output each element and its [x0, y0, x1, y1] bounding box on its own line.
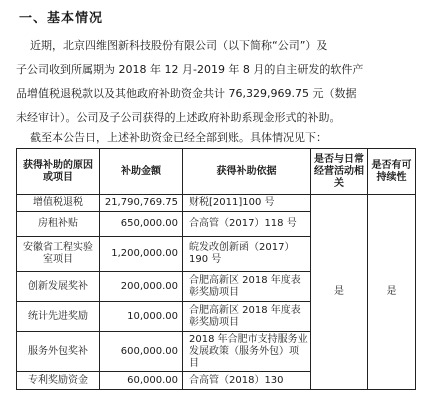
row-basis: 2018 年合肥市支持服务业发展政策（服务外包）项目: [183, 332, 311, 372]
header-amount: 补助金额: [100, 149, 183, 195]
table-row: [17, 195, 416, 212]
sustained-cell: 是: [368, 195, 416, 390]
row-item: 服务外包奖补: [17, 332, 100, 372]
row-item: 统计先进奖励: [17, 302, 100, 332]
row-amount: 60,000.00: [100, 372, 183, 390]
header-basis: 获得补助依据: [183, 149, 311, 195]
row-amount: 650,000.00: [100, 212, 183, 237]
row-amount: 200,000.00: [100, 272, 183, 302]
row-basis: 皖发改创新函（2017）190 号: [183, 237, 311, 272]
paragraph-line-5: 截至本公告日，上述补助资金已经全部到账。具体情况见下：: [30, 131, 327, 144]
row-item: 安徽省工程实验室项目: [17, 237, 100, 272]
paragraph-line-3: 品增值税退税款以及其他政府补助资金共计 76,329,969.75 元（数据: [16, 87, 357, 100]
row-basis: 合高管（2018）130: [183, 372, 311, 390]
paragraph-line-1: 近期，北京四维图新科技股份有限公司（以下简称“公司”）及: [30, 39, 328, 52]
row-item: 房租补贴: [17, 212, 100, 237]
row-amount: 1,200,000.00: [100, 237, 183, 272]
row-amount: 21,790,769.75: [100, 195, 183, 212]
row-amount: 10,000.00: [100, 302, 183, 332]
related-cell: 是: [311, 195, 368, 390]
row-item: 专利奖励资金: [17, 372, 100, 390]
section-heading: 一、基本情况: [19, 11, 104, 26]
row-item: 创新发展奖补: [17, 272, 100, 302]
header-related: 是否与日常经营活动相关: [311, 149, 368, 195]
row-amount: 600,000.00: [100, 332, 183, 372]
row-basis: 财税[2011]100 号: [183, 195, 311, 212]
page-crop-edge: [0, 394, 425, 400]
paragraph-line-2: 子公司收到所属期为 2018 年 12 月-2019 年 8 月的自主研发的软件产: [16, 63, 364, 76]
header-item: 获得补助的原因或项目: [17, 149, 100, 195]
header-sustained: 是否有可持续性: [368, 149, 416, 195]
row-basis: 合肥高新区 2018 年度表彰奖励项目: [183, 302, 311, 332]
row-item: 增值税退税: [17, 195, 100, 212]
subsidy-table: [16, 148, 416, 390]
row-basis: 合肥高新区 2018 年度表彰奖励项目: [183, 272, 311, 302]
row-basis: 合高管（2017）118 号: [183, 212, 311, 237]
paragraph-line-4: 未经审计）。公司及子公司获得的上述政府补助系现金形式的补助。: [16, 111, 341, 124]
